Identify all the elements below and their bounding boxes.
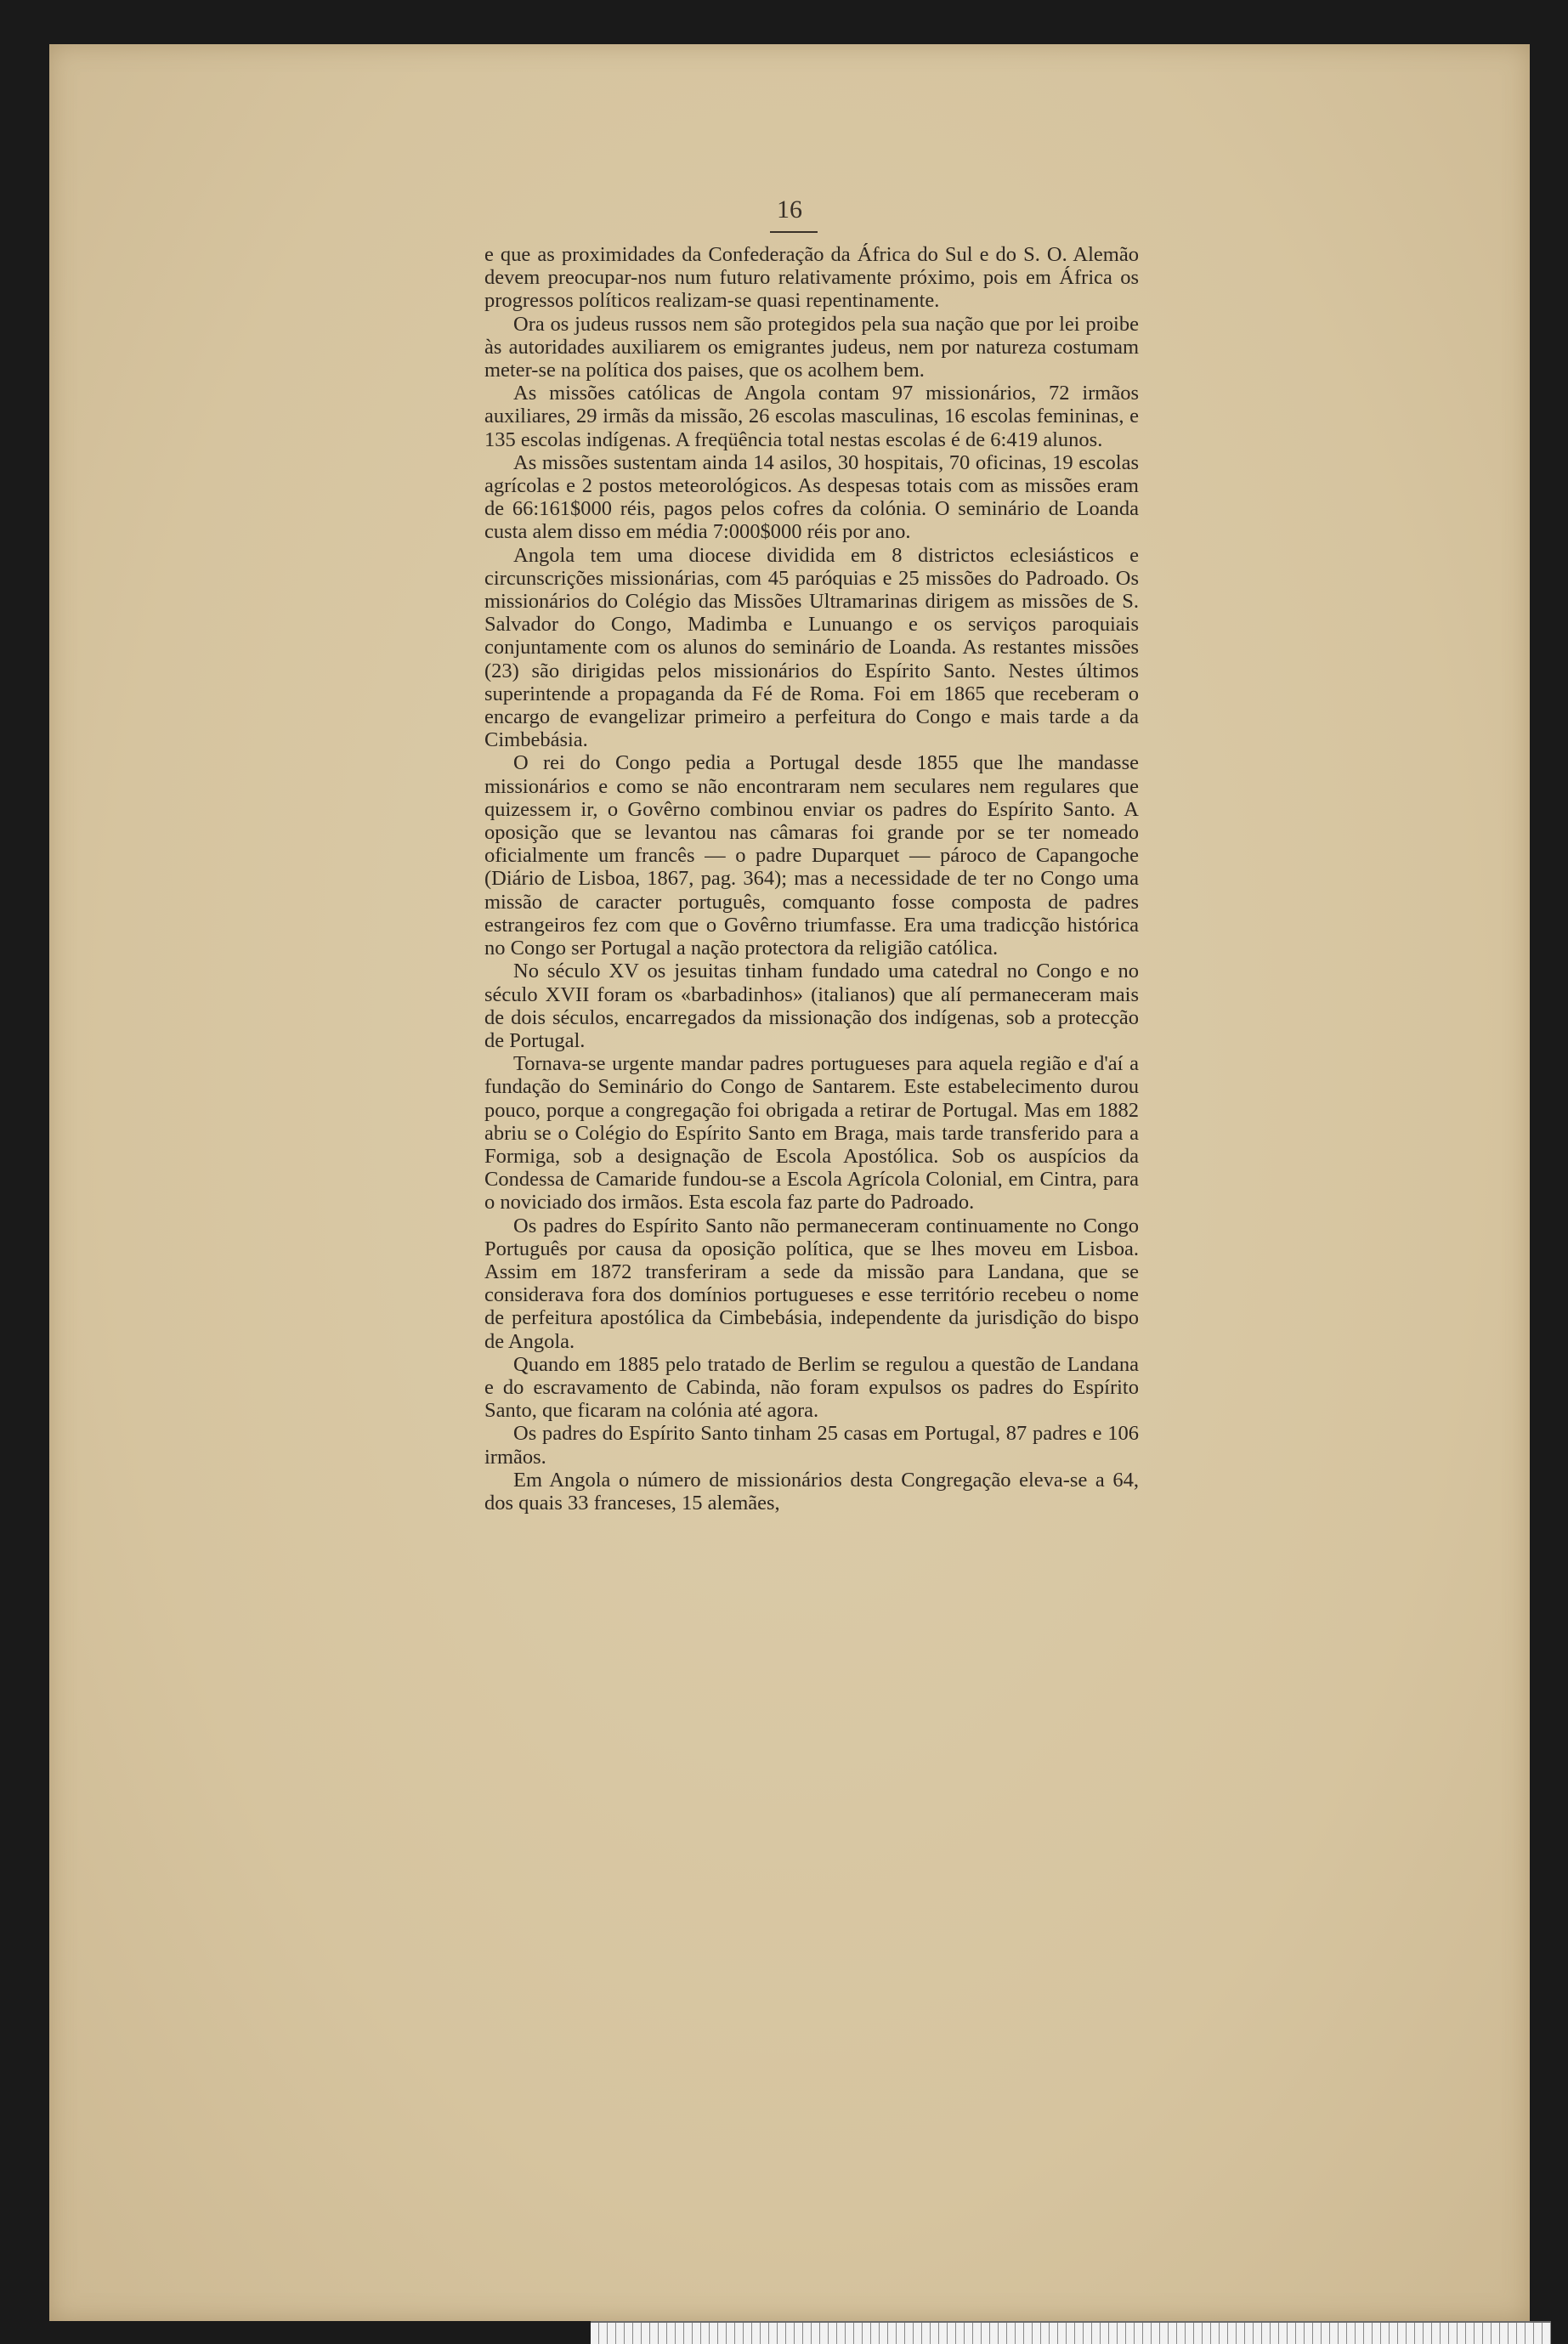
paragraph: Os padres do Espírito Santo não permaneceram continuamente no Congo Português por causa da oposição política, que se lhes moveu em Lisboa. Assim em 1872 transferiram a sede da missão para Landana, que se considerava fora dos domínios portugueses e esse território recebeu o nome de perfeitura apostólica da Cimbebásia, independente da jurisdição do bispo de Angola. [484,1214,1139,1353]
paragraph: Angola tem uma diocese dividida em 8 districtos eclesiásticos e circunscrições missionárias, com 45 paróquias e 25 missões do Padroado. Os missionários do Colégio das Missões Ultramarinas dirigem as missões de S. Salvador do Congo, Madimba e Lunuango e os serviços paroquiais conjuntamente com os alunos do seminário de Loanda. As restantes missões (23) são dirigidas pelos missionários do Espírito Santo. Nestes últimos superintende a propaganda da Fé de Roma. Foi em 1865 que receberam o encargo de evangelizar primeiro a perfeitura do Congo e mais tarde a da Cimbebásia. [484,543,1139,752]
paragraph: Quando em 1885 pelo tratado de Berlim se regulou a questão de Landana e do escravamento de Cabinda, não foram expulsos os padres do Espírito Santo, que ficaram na colónia até agora. [484,1352,1139,1423]
paragraph: As missões católicas de Angola contam 97 missionários, 72 irmãos auxiliares, 29 irmãs da missão, 26 escolas masculinas, 16 escolas femininas, e 135 escolas indígenas. A freqüência total nestas escolas é de 6:419 alunos. [484,382,1139,451]
page-number: 16 [777,195,802,224]
paragraph: Tornava-se urgente mandar padres portugueses para aquela região e d'aí a fundação do Seminário do Congo de Santarem. Este estabelecimento durou pouco, porque a congregação foi obrigada a retirar de Portugal. Mas em 1882 abriu se o Colégio do Espírito Santo em Braga, mais tarde transferido para a Formiga, sob a designação de Escola Apostólica. Sob os auspícios da Condessa de Camaride fundou-se a Escola Agrícola Colonial, em Cintra, para o noviciado dos irmãos. Esta escola faz parte do Padroado. [484,1052,1139,1214]
paragraph: e que as proximidades da Confederação da África do Sul e do S. O. Alemão devem preocupar-nos num futuro relativamente próximo, pois em África os progressos políticos realizam-se quasi repentinamente. [484,243,1139,313]
body-text [484,243,1139,1515]
scanned-page [49,44,1530,2321]
paragraph: No século XV os jesuitas tinham fundado uma catedral no Congo e no século XVII foram os «barbadinhos» (italianos) que alí permaneceram mais de dois séculos, encarregados da missionação dos indígenas, sob a protecção de Portugal. [484,960,1139,1052]
paragraph: Em Angola o número de missionários desta Congregação eleva-se a 64, dos quais 33 franceses, 15 alemães, [484,1468,1139,1515]
paragraph: As missões sustentam ainda 14 asilos, 30 hospitais, 70 oficinas, 19 escolas agrícolas e 2 postos meteorológicos. As despesas totais com as missões eram de 66:161$000 réis, pagos pelos cofres da colónia. O seminário de Loanda custa alem disso em média 7:000$000 réis por ano. [484,450,1139,544]
paragraph: Ora os judeus russos nem são protegidos pela sua nação que por lei proibe às autoridades auxiliarem os emigrantes judeus, nem por natureza costumam meter-se na política dos paises, que os acolhem bem. [484,312,1139,382]
scan-ruler [591,2321,1551,2344]
paragraph: O rei do Congo pedia a Portugal desde 1855 que lhe mandasse missionários e como se não encontraram nem seculares nem regulares que quizessem ir, o Govêrno combinou enviar os padres do Espírito Santo. A oposição que se levantou nas câmaras foi grande por se ter nomeado oficialmente um francês — o padre Duparquet — pároco de Capangoche (Diário de Lisboa, 1867, pag. 364); mas a necessidade de ter no Congo uma missão de caracter português, comquanto fosse composta de padres estrangeiros fez com que o Govêrno triumfasse. Era uma tradicção histórica no Congo ser Portugal a nação protectora da religião católica. [484,751,1139,960]
paragraph: Os padres do Espírito Santo tinham 25 casas em Portugal, 87 padres e 106 irmãos. [484,1422,1139,1469]
page-number-rule [770,231,818,233]
